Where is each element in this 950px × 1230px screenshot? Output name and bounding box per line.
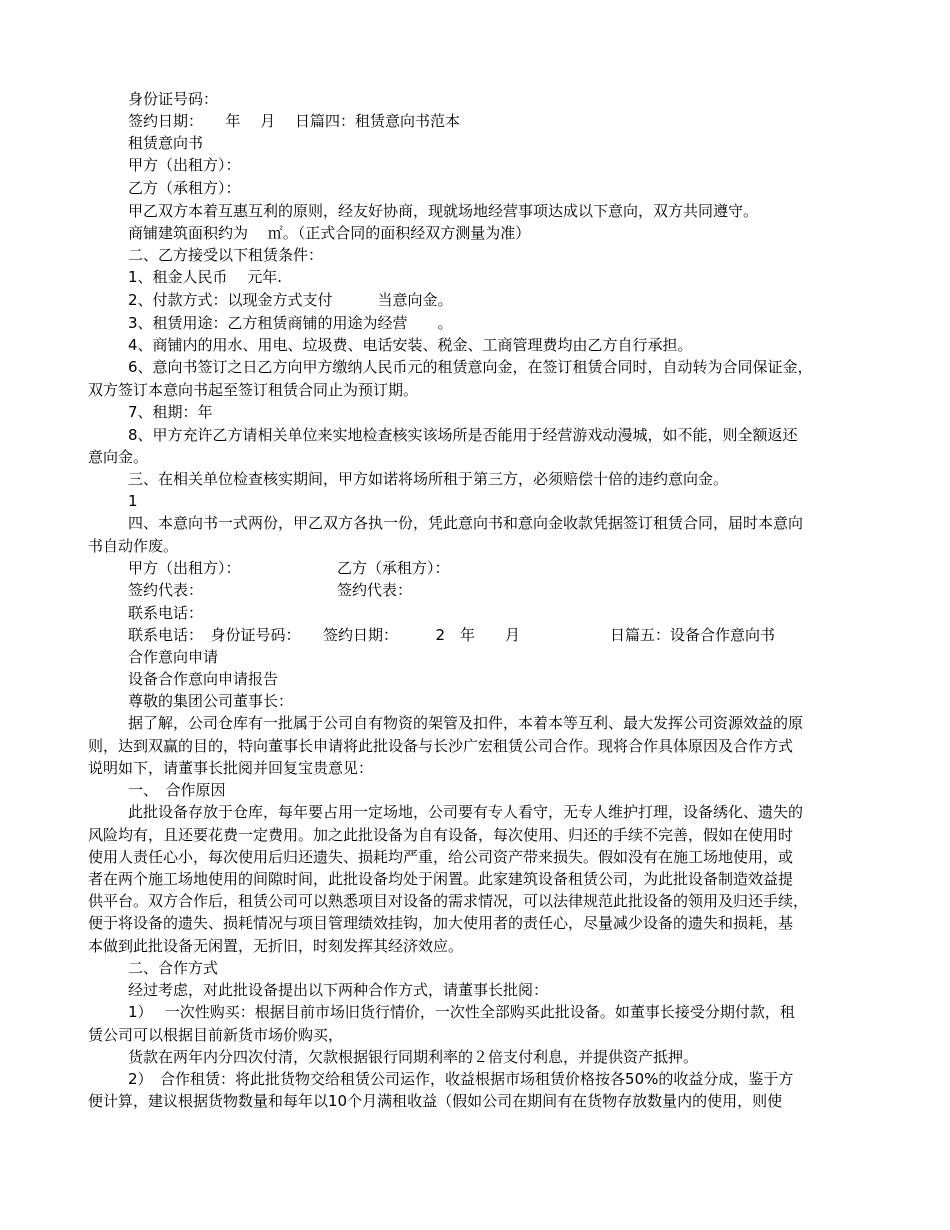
text-line: 6、意向书签订之日乙方向甲方缴纳人民币元的租赁意向金，在签订租赁合同时，自动转为合同保证金， xyxy=(128,358,813,376)
text-line: 商铺建筑面积约为 ㎡。（正式合同的面积经双方测量为准） xyxy=(128,224,531,242)
text-line: 据了解，公司仓库有一批属于公司自有物资的架管及扣件，本着本等互利、最大发挥公司资源效益的原 xyxy=(128,714,804,732)
text-line: 赁公司可以根据目前新货市场价购买， xyxy=(88,1026,344,1044)
text-line: 7、租期：年 xyxy=(128,403,213,421)
text-line: 3、租赁用途：乙方租赁商铺的用途为经营 。 xyxy=(128,314,453,332)
text-line: 一、 合作原因 xyxy=(128,781,226,799)
text-line: 2） 合作租赁：将此批货物交给租赁公司运作，收益根据市场租赁价格按各50%的收益分成，鉴于方 xyxy=(128,1070,794,1088)
text-line: 此批设备存放于仓库，每年要占用一定场地，公司要有专人看守，无专人维护打理，设备绣化、遗失的 xyxy=(128,803,804,821)
text-line: 租赁意向书 xyxy=(128,134,204,152)
text-line: 货款在两年内分四次付清，欠款根据银行同期利率的２倍支付利息，并提供资产抵押。 xyxy=(128,1048,699,1066)
text-line: 4、商铺内的用水、用电、垃圾费、电话安装、税金、工商管理费均由乙方自行承担。 xyxy=(128,336,693,354)
text-line: 风险均有，且还要花费一定费用。加之此批设备为自有设备，每次使用、归还的手续不完善，假如在使用时 xyxy=(88,826,794,844)
text-line: 8、甲方充许乙方请相关单位来实地检查核实该场所是否能用于经营游戏动漫城，如不能，则全额返还 xyxy=(128,426,798,444)
text-line: 身份证号码： xyxy=(128,90,219,108)
text-line: 则，达到双赢的目的，特向董事长申请将此批设备与长沙广宏租赁公司合作。现将合作具体原因及合作方式 xyxy=(88,737,794,755)
text-line: 甲方（出租方）： xyxy=(128,156,241,174)
page-number: 1 xyxy=(128,492,138,510)
text-line: 本做到此批设备无闲置，无折旧，时刻发挥其经济效应。 xyxy=(88,937,464,955)
party-a-label: 甲方（出租方）： xyxy=(128,559,241,577)
party-b-label: 乙方（承租方）： xyxy=(337,559,450,577)
text-line: 1、租金人民币 元年. xyxy=(128,268,283,286)
text-line: 2、付款方式：以现金方式支付 当意向金。 xyxy=(128,291,453,309)
text-line: 1） 一次性购买：根据目前市场旧货行情价，一次性全部购买此批设备。如董事长接受分期付款，租 xyxy=(128,1003,795,1021)
party-a-rep: 签约代表： xyxy=(128,581,204,599)
text-line: 供平台。双方合作后，租赁公司可以熟悉项目对设备的需求情况，可以法律规范此批设备的领用及归还手续， xyxy=(88,892,809,910)
text-line: 说明如下，请董事长批阅并回复宝贵意见： xyxy=(88,759,374,777)
text-line: 设备合作意向申请报告 xyxy=(128,670,279,688)
text-line: 合作意向申请 xyxy=(128,648,219,666)
party-b-rep: 签约代表： xyxy=(337,581,413,599)
text-line: 联系电话： xyxy=(128,604,204,622)
text-line: 联系电话： 身份证号码： 签约日期： 2 年 月 日篇五：设备合作意向书 xyxy=(128,626,776,644)
text-line: 二、合作方式 xyxy=(128,959,219,977)
text-line: 四、本意向书一式两份，甲乙双方各执一份，凭此意向书和意向金收款凭据签订租赁合同，届时本意向 xyxy=(128,514,804,532)
text-line: 经过考虑，对此批设备提出以下两种合作方式，请董事长批阅： xyxy=(128,981,549,999)
text-line: 三、在相关单位检查核实期间，甲方如诺将场所租于第三方，必须赔偿十倍的违约意向金。 xyxy=(128,470,729,488)
text-line: 使用人责任心小，每次使用后归还遗失、损耗均严重，给公司资产带来损失。假如没有在施工场地使用，或 xyxy=(88,848,794,866)
text-line: 意向金。 xyxy=(88,448,149,466)
text-line: 者在两个施工场地使用的间隙时间，此批设备均处于闲置。此家建筑设备租赁公司，为此批设备制造效益提 xyxy=(88,870,794,888)
text-line: 签约日期： 年 月 日篇四：租赁意向书范本 xyxy=(128,112,461,130)
text-line: 便计算，建议根据货物数量和每年以10个月满租收益（假如公司在期间有在货物存放数量内的使用，则使 xyxy=(88,1092,783,1110)
text-line: 二、乙方接受以下租赁条件： xyxy=(128,246,324,264)
text-line: 乙方（承租方）： xyxy=(128,179,241,197)
text-line: 甲乙双方本着互惠互利的原则，经友好协商，现就场地经营事项达成以下意向，双方共同遵守。 xyxy=(128,202,759,220)
text-line: 双方签订本意向书起至签订租赁合同止为预订期。 xyxy=(88,381,419,399)
text-line: 便于将设备的遗失、损耗情况与项目管理绩效挂钩，加大使用者的责任心，尽量减少设备的遗失和损耗，基 xyxy=(88,914,794,932)
text-line: 书自动作废。 xyxy=(88,537,179,555)
text-line: 尊敬的集团公司董事长： xyxy=(128,692,294,710)
